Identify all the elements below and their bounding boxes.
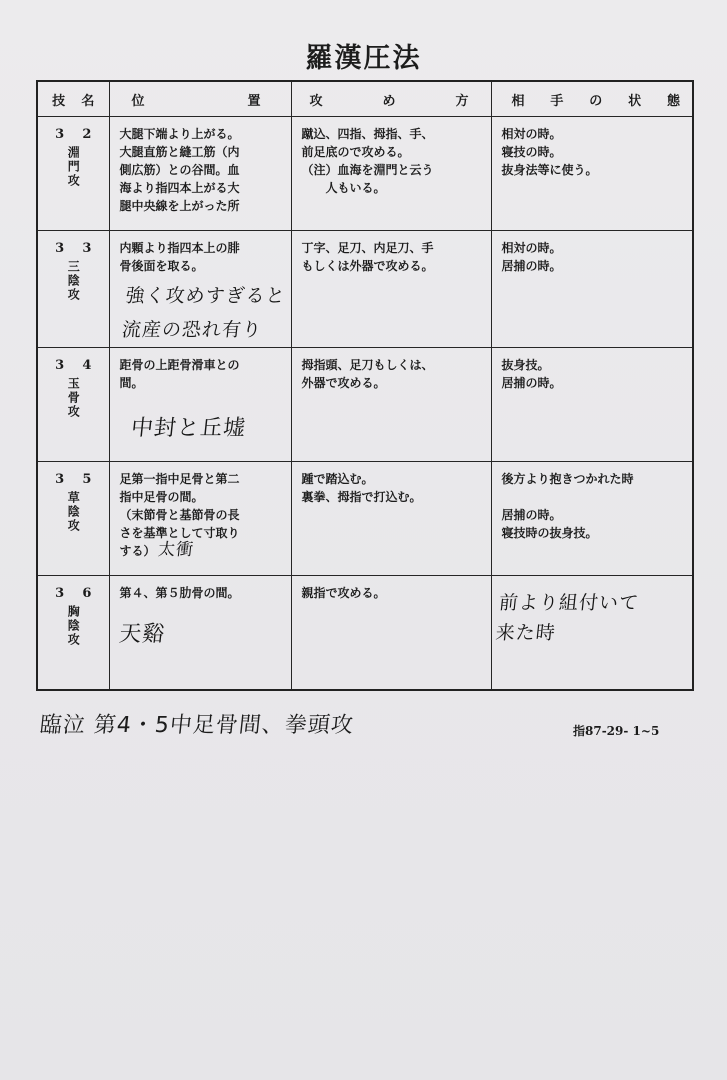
- position-cell: 大腿下端より上がる。 大腿直筋と縫工筋（内 側広筋）との谷間。血 海より指四本上がる大 腿中央線を上がった所: [109, 117, 291, 231]
- technique-name: 胸陰攻: [66, 605, 81, 647]
- position-cell: 第４、第５肋骨の間。 天谿: [109, 576, 291, 690]
- table-row: [37, 576, 693, 690]
- technique-table: [36, 80, 694, 691]
- handwritten-note: 太衝: [156, 540, 195, 560]
- handwritten-note: 強く攻めすぎると 流産の恐れ有り: [120, 285, 287, 341]
- attack-cell: 拇指頭、足刀もしくは、 外器で攻める。: [291, 348, 491, 462]
- technique-name: 三陰攻: [66, 260, 81, 302]
- state-cell: 相対の時。 寝技の時。 抜身法等に使う。: [491, 117, 693, 231]
- table-row: [37, 462, 693, 576]
- page-title: 羅漢圧法: [305, 43, 422, 74]
- document-reference: 指87-29- 1~5: [573, 724, 660, 738]
- header-technique-name: 技 名: [37, 81, 109, 117]
- handwritten-note: 中封と丘墟: [129, 416, 247, 441]
- table-row: [37, 117, 693, 231]
- handwritten-footnote: 臨泣 第4・5中足骨間、拳頭攻: [38, 713, 356, 738]
- technique-name: 玉骨攻: [66, 377, 81, 419]
- header-attack-method: 攻 め 方: [291, 81, 491, 117]
- position-cell: 足第一指中足骨と第二 指中足骨の間。 （末節骨と基節骨の長 さを基準として寸取り する）太衝: [109, 462, 291, 576]
- state-cell: [491, 576, 693, 690]
- header-opponent-state: 相 手 の 状 態: [491, 81, 693, 117]
- attack-cell: 踵で踏込む。 裏拳、拇指で打込む。: [291, 462, 491, 576]
- state-cell: 相対の時。 居捕の時。: [491, 231, 693, 348]
- technique-name-cell: 3 5 草陰攻: [37, 462, 109, 576]
- attack-cell: 丁字、足刀、内足刀、手 もしくは外器で攻める。: [291, 231, 491, 348]
- attack-cell: 親指で攻める。: [291, 576, 491, 690]
- handwritten-note: 前より組付いて 来た時: [494, 592, 640, 644]
- state-cell: 後方より抱きつかれた時 居捕の時。 寝技時の抜身技。: [491, 462, 693, 576]
- handwritten-note: 天谿: [117, 622, 167, 647]
- table-row: [37, 231, 693, 348]
- table-row: [37, 348, 693, 462]
- technique-name-cell: 3 6 胸陰攻: [37, 576, 109, 690]
- attack-cell: 蹴込、四指、拇指、手、 前足底ので攻める。 （注）血海を淵門と云う 人もいる。: [291, 117, 491, 231]
- header-position: 位 置: [109, 81, 291, 117]
- table-header-row: [37, 81, 693, 117]
- state-cell: 抜身技。 居捕の時。: [491, 348, 693, 462]
- technique-name-cell: 3 4 玉骨攻: [37, 348, 109, 462]
- position-cell: 内顆より指四本上の腓 骨後面を取る。 強く攻めすぎると 流産の恐れ有り: [109, 231, 291, 348]
- technique-name-cell: 3 2 淵門攻: [37, 117, 109, 231]
- technique-name: 淵門攻: [66, 146, 81, 188]
- technique-name-cell: 3 3 三陰攻: [37, 231, 109, 348]
- position-cell: 距骨の上距骨滑車との 間。 中封と丘墟: [109, 348, 291, 462]
- technique-name: 草陰攻: [66, 491, 81, 533]
